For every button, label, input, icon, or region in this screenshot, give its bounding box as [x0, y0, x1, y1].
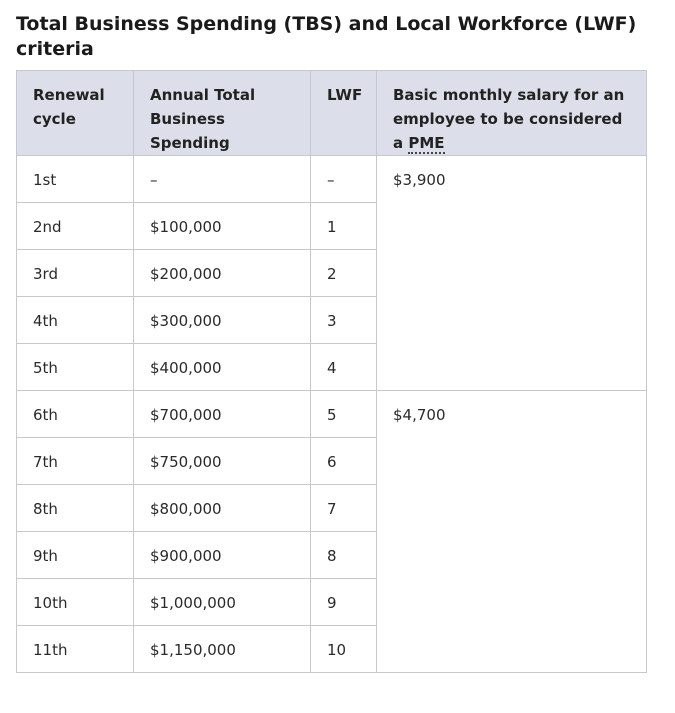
table-header-row [17, 71, 647, 156]
cell-spending: $700,000 [134, 391, 311, 438]
cell-lwf: 5 [311, 391, 377, 438]
cell-lwf: 1 [311, 203, 377, 250]
cell-spending: $1,150,000 [134, 626, 311, 673]
cell-lwf: 2 [311, 250, 377, 297]
cell-cycle: 1st [17, 156, 134, 203]
cell-spending: – [134, 156, 311, 203]
cell-spending: $1,000,000 [134, 579, 311, 626]
cell-salary: $4,700 [377, 391, 647, 673]
cell-spending: $300,000 [134, 297, 311, 344]
table-row [17, 391, 647, 438]
cell-spending: $100,000 [134, 203, 311, 250]
cell-cycle: 11th [17, 626, 134, 673]
table-row [17, 156, 647, 203]
header-renewal-cycle: Renewal cycle [17, 71, 134, 156]
cell-lwf: 3 [311, 297, 377, 344]
cell-cycle: 5th [17, 344, 134, 391]
cell-lwf: – [311, 156, 377, 203]
header-annual-spending: Annual Total Business Spending [134, 71, 311, 156]
cell-cycle: 2nd [17, 203, 134, 250]
cell-lwf: 9 [311, 579, 377, 626]
cell-cycle: 8th [17, 485, 134, 532]
header-salary-text: Basic monthly salary for an employee to be considered a [393, 86, 625, 152]
cell-lwf: 7 [311, 485, 377, 532]
cell-cycle: 10th [17, 579, 134, 626]
criteria-table [16, 70, 647, 673]
cell-cycle: 7th [17, 438, 134, 485]
cell-cycle: 4th [17, 297, 134, 344]
cell-cycle: 9th [17, 532, 134, 579]
cell-salary: $3,900 [377, 156, 647, 391]
cell-spending: $400,000 [134, 344, 311, 391]
header-lwf: LWF [311, 71, 377, 156]
cell-spending: $800,000 [134, 485, 311, 532]
cell-lwf: 10 [311, 626, 377, 673]
page-title: Total Business Spending (TBS) and Local Workforce (LWF) criteria [16, 13, 637, 60]
cell-spending: $750,000 [134, 438, 311, 485]
cell-spending: $900,000 [134, 532, 311, 579]
cell-cycle: 3rd [17, 250, 134, 297]
cell-lwf: 6 [311, 438, 377, 485]
cell-cycle: 6th [17, 391, 134, 438]
cell-spending: $200,000 [134, 250, 311, 297]
pme-abbreviation[interactable]: PME [408, 134, 445, 152]
cell-lwf: 4 [311, 344, 377, 391]
header-salary [377, 71, 647, 156]
cell-lwf: 8 [311, 532, 377, 579]
